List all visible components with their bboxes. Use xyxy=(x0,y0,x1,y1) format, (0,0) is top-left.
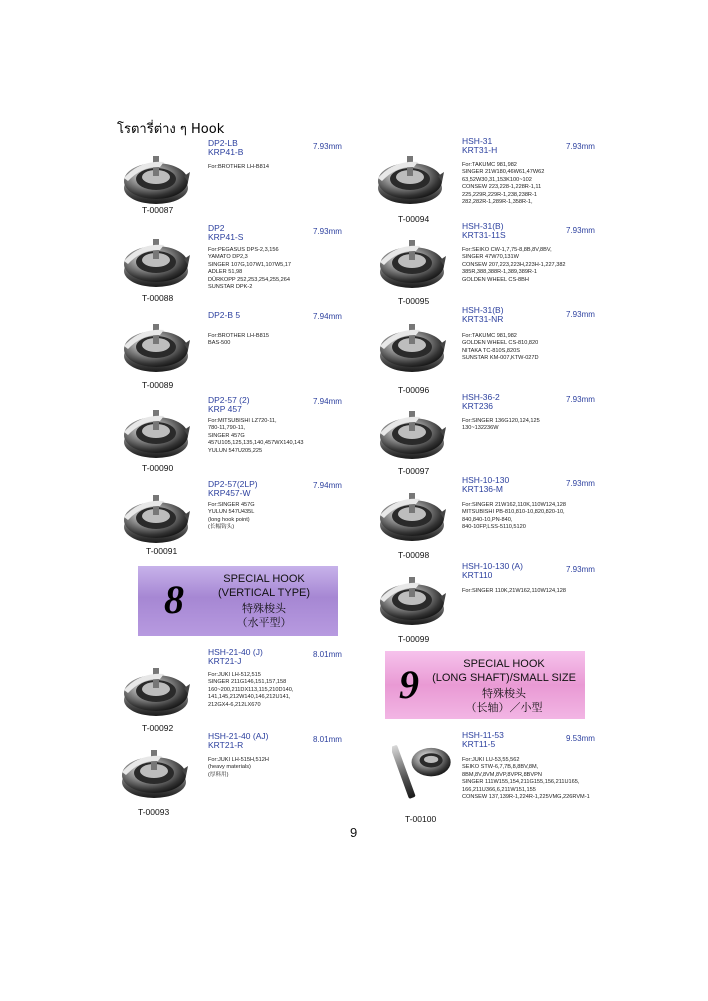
item-description: For:SINGER 110K,21W162,110W124,128 xyxy=(462,588,566,594)
item-size: 7.93mm xyxy=(313,227,342,236)
banner-chinese-title: 特殊梭头 xyxy=(242,602,286,615)
rotary-hook-icon xyxy=(120,487,192,549)
item-code: T-00094 xyxy=(398,214,430,224)
item-size: 7.94mm xyxy=(313,481,342,490)
item-model: HSH-31(B) KRT31-NR xyxy=(462,305,504,324)
item-size: 9.53mm xyxy=(566,734,595,743)
item-model: HSH-10-130 (A) KRT110 xyxy=(462,561,523,580)
item-code: T-00093 xyxy=(138,807,170,817)
item-model: HSH-31 KRT31-H xyxy=(462,136,498,155)
item-size: 7.93mm xyxy=(566,310,595,319)
item-description: For:TAKUMC 981,982 SINGER 21W180,46W61,47W62 63,52W30,31,153K100~102 CONSEW 223,228-1,228R-1,11 225,229R,229R-1,238,238R-1 282,282R-1,289R-1,358R-1, xyxy=(462,162,545,206)
item-model: HSH-11-53 KRT11-5 xyxy=(462,730,504,749)
item-model: DP2-57(2LP) KRP457-W xyxy=(208,479,258,498)
item-model: DP2-LB KRP41-B xyxy=(208,138,244,157)
item-code: T-00096 xyxy=(398,385,430,395)
item-description: For:BROTHER LH-B814 xyxy=(208,164,269,170)
banner-chinese-title: 特殊梭头 xyxy=(482,687,526,700)
item-size: 7.94mm xyxy=(313,397,342,406)
item-code: T-00087 xyxy=(142,205,174,215)
item-model: HSH-10-130 KRT136-M xyxy=(462,475,510,494)
rotary-hook-icon xyxy=(376,232,448,294)
item-size: 7.93mm xyxy=(313,142,342,151)
item-model: DP2-B 5 xyxy=(208,310,241,320)
page-number: 9 xyxy=(350,825,358,840)
item-description: For:SINGER 21W162,110K,110W124,128 MITSUBISHI PB-810,810-10,820,820-10, 840,840-10,PN-840, 840-10FP,LSS-5110,5120 xyxy=(462,502,566,531)
item-code: T-00091 xyxy=(146,546,178,556)
banner-chinese-subtitle: （长轴）／小型 xyxy=(465,701,543,714)
item-model: HSH-31(B) KRT31-11S xyxy=(462,221,506,240)
page-title: โรตารี่ต่าง ๆ Hook xyxy=(117,122,225,137)
banner-chinese-subtitle: （水平型） xyxy=(236,616,292,629)
item-code: T-00090 xyxy=(142,463,174,473)
rotary-hook-icon xyxy=(376,569,448,631)
rotary-hook-icon xyxy=(120,148,192,210)
special-hook-long-shaft-banner xyxy=(385,651,585,719)
item-code: T-00092 xyxy=(142,723,174,733)
item-code: T-00089 xyxy=(142,380,174,390)
rotary-hook-icon xyxy=(376,403,448,465)
banner-number: 9 xyxy=(399,662,419,707)
item-size: 7.93mm xyxy=(566,565,595,574)
item-size: 8.01mm xyxy=(313,735,342,744)
item-code: T-00098 xyxy=(398,550,430,560)
item-description: For:JUKI LH-512,515 SINGER 211G146,151,157,158 160~200,211DX113,115,210D140, 141,145,212W140,146,212U141, 212GX4-6,212LX670 xyxy=(208,672,294,708)
item-model: DP2-57 (2) KRP 457 xyxy=(208,395,250,414)
item-size: 7.93mm xyxy=(566,226,595,235)
banner-subtitle: (LONG SHAFT)/SMALL SIZE xyxy=(432,672,576,684)
item-code: T-00097 xyxy=(398,466,430,476)
item-size: 7.93mm xyxy=(566,142,595,151)
item-description: For:JUKI LU-53,55,562 SEIKO STW-6,7,7B,8,8BV,8M, 8BM,8V,8VM,8VP,8VPR,8BVPN SINGER 111W155,154,211G155,156,211U165, 166,211U366,6,211W151,155 CONSEW 137,139R-1,224R-1,225VMG,226RVM-1 xyxy=(462,757,590,801)
item-model: DP2 KRP41-S xyxy=(208,223,244,242)
item-code: T-00100 xyxy=(405,814,437,824)
rotary-hook-icon xyxy=(376,485,448,547)
item-size: 7.93mm xyxy=(566,395,595,404)
item-code: T-00088 xyxy=(142,293,174,303)
rotary-hook-icon xyxy=(374,148,446,210)
item-description: For:SINGER 136G120,124,125 130~132236W xyxy=(462,418,540,432)
rotary-hook-icon xyxy=(120,660,192,722)
item-model: HSH-36-2 KRT236 xyxy=(462,392,500,411)
item-size: 7.93mm xyxy=(566,479,595,488)
item-code: T-00099 xyxy=(398,634,430,644)
item-size: 8.01mm xyxy=(313,650,342,659)
banner-number: 8 xyxy=(164,577,184,622)
item-description: For:SEIKO CW-1,7,75-8,8B,8V,8BV, SINGER 47W70,131W CONSEW 207,223,223H,223H-1,227,382 385R,388,388R-1,389,389R-1 GOLDEN WHEEL CS-8BH xyxy=(462,247,566,283)
item-description: For:SINGER 457G YULUN 547U435L (long hook point) (长幅钩头) xyxy=(208,502,255,531)
item-description: For:MITSUBISHI LZ720-11, 780-11,790-11, SINGER 457G 457U105,125,135,140,457WX140,143 YULUN 547U205,225 xyxy=(208,418,304,454)
rotary-hook-icon xyxy=(120,316,192,378)
item-model: HSH-21-40 (AJ) KRT21-R xyxy=(208,731,269,750)
rotary-hook-icon xyxy=(120,402,192,464)
special-hook-vertical-banner xyxy=(138,566,338,636)
rotary-hook-icon xyxy=(376,316,448,378)
rotary-hook-icon xyxy=(118,740,190,806)
item-description: For:JUKI LH-515H,512H (heavy materials) (厚料用) xyxy=(208,757,269,778)
banner-subtitle: (VERTICAL TYPE) xyxy=(217,587,311,599)
item-description: For:TAKUMC 981,982 GOLDEN WHEEL CS-810,820 NITAKA TC-810S,820S SUNSTAR KM-007,KTW-027D xyxy=(462,333,539,362)
long-shaft-hook-icon xyxy=(392,730,456,812)
item-description: For:PEGASUS DPS-2,3,156 YAMATO DP2,3 SINGER 107G,107W1,107W5,17 ADLER 51,98 DÜRKOPP 252,253,254,255,264 SUNSTAR DPK-2 xyxy=(208,247,292,291)
item-model: HSH-21-40 (J) KRT21-J xyxy=(208,647,263,666)
banner-title: SPECIAL HOOK xyxy=(223,573,305,585)
rotary-hook-icon xyxy=(120,231,192,293)
banner-title: SPECIAL HOOK xyxy=(463,658,545,670)
item-size: 7.94mm xyxy=(313,312,342,321)
item-description: For:BROTHER LH-B815 BAS-500 xyxy=(208,333,269,347)
item-code: T-00095 xyxy=(398,296,430,306)
